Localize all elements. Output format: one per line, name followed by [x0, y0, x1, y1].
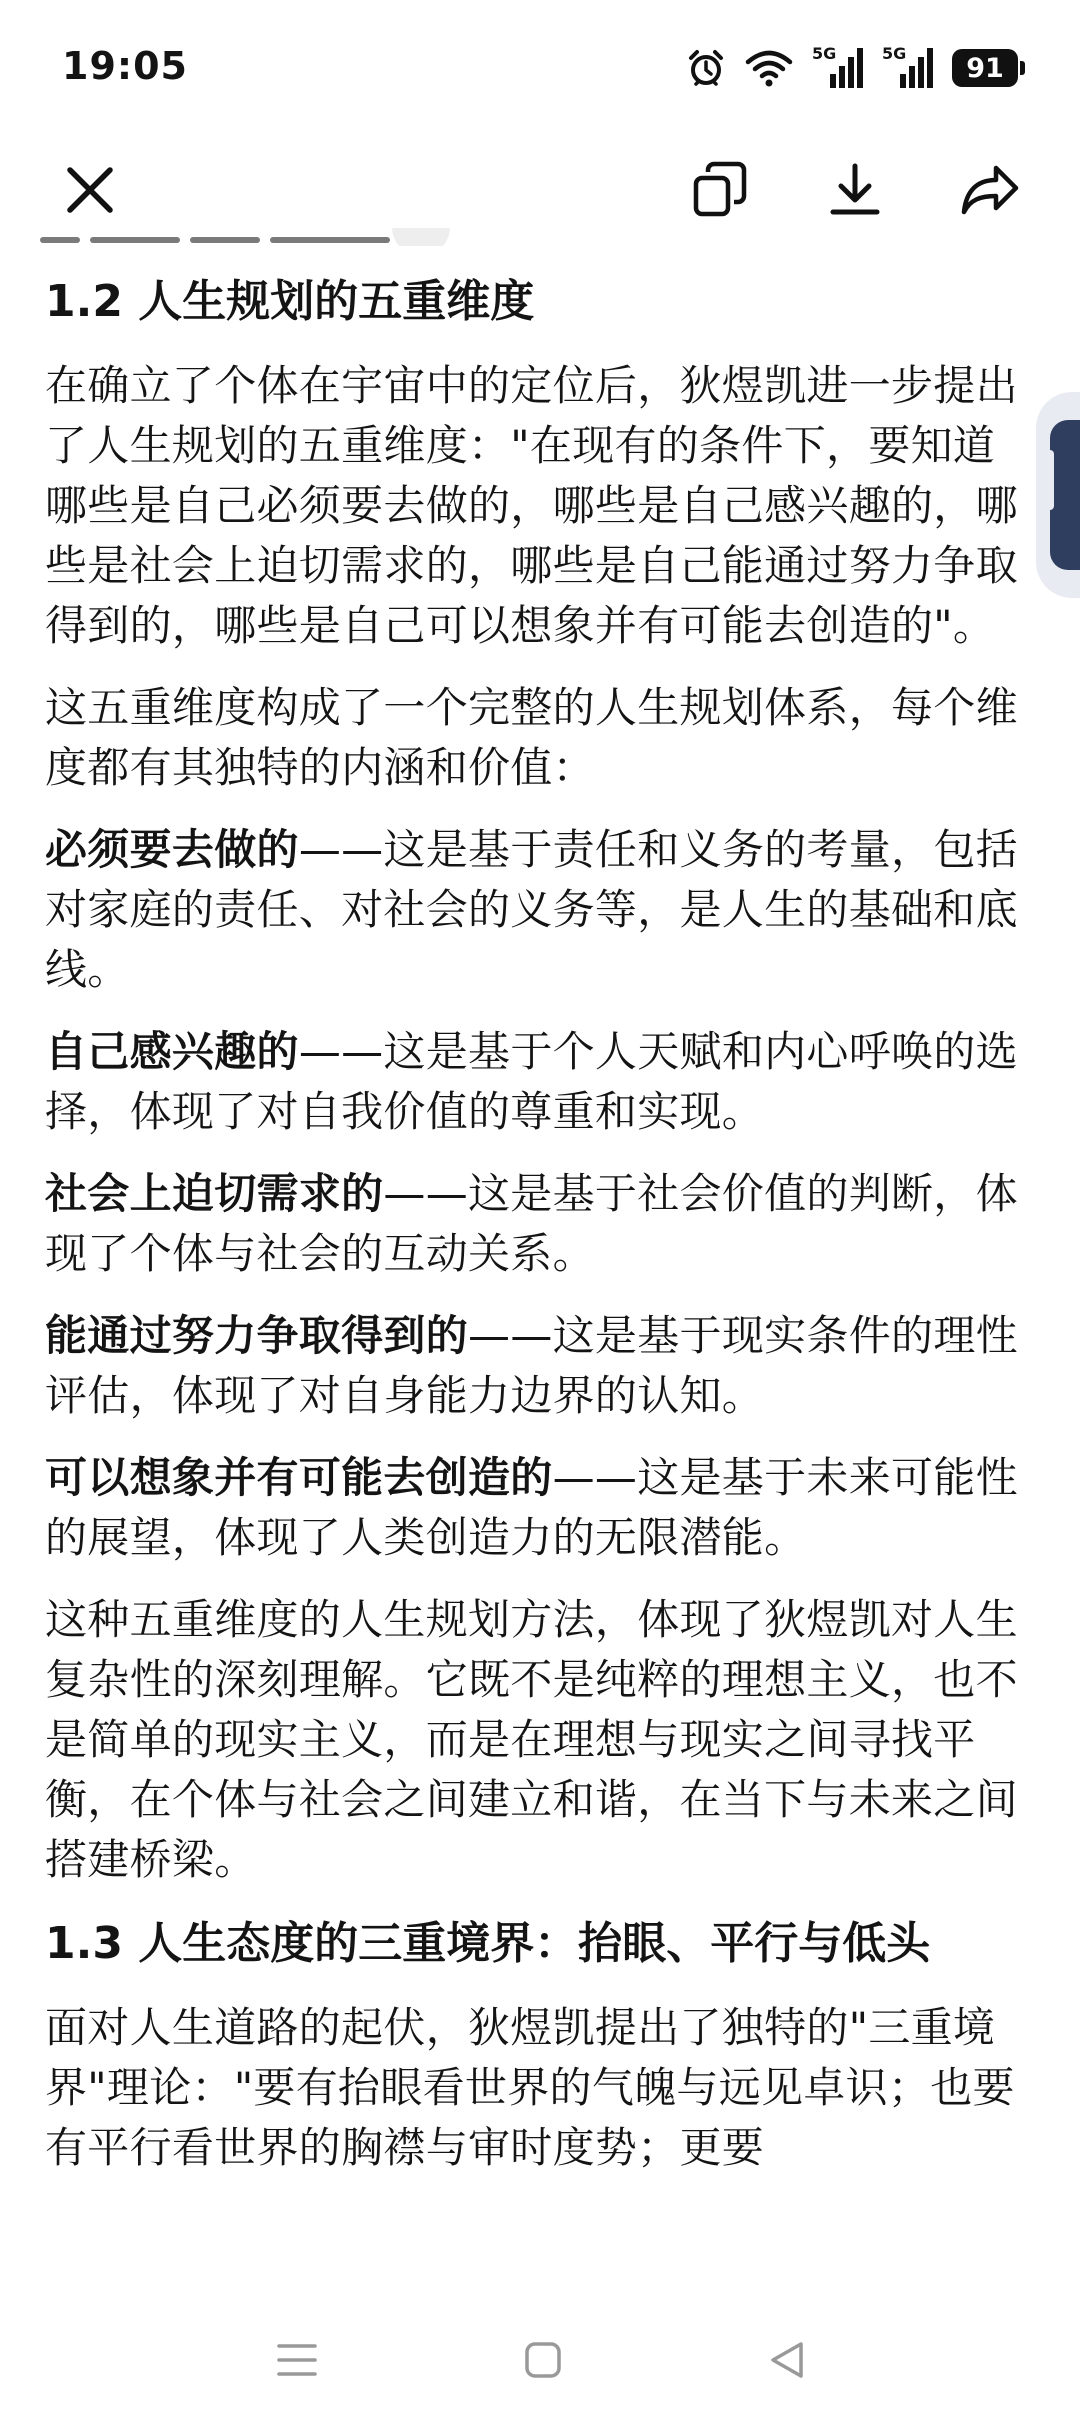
home-button[interactable]	[503, 2320, 583, 2400]
dimension-item	[45, 1448, 1035, 1568]
status-time: 19:05	[62, 44, 188, 88]
reaction-bubble	[392, 228, 450, 246]
dimension-item	[45, 1164, 1035, 1284]
paragraph-three-realms: 面对人生道路的起伏，狄煜凯提出了独特的"三重境界"理论："要有抬眼看世界的气魄与远见卓识；也要有平行看世界的胸襟与审时度势；更要	[45, 2003, 1015, 2172]
dimension-desc: ——这是基于现实条件的理性评估，体现了对自身能力边界的认知。	[45, 1311, 1018, 1420]
dimension-term: 能通过努力争取得到的	[45, 1311, 469, 1360]
grip-icon	[1046, 450, 1054, 510]
copy-icon	[690, 160, 750, 220]
share-button[interactable]	[950, 150, 1030, 230]
recent-apps-button[interactable]	[257, 2320, 337, 2400]
paragraph-intro: 在确立了个体在宇宙中的定位后，狄煜凯进一步提出了人生规划的五重维度："在现有的条件下，要知道哪些是自己必须要去做的，哪些是自己感兴趣的，哪些是社会上迫切需求的，哪些是自己能通过努力争取得到的，哪些是自己可以想象并有可能去创造的"。	[45, 361, 1018, 650]
paragraph-summary: 这五重维度构成了一个完整的人生规划体系，每个维度都有其独特的内涵和价值：	[45, 683, 1018, 792]
wifi-icon	[744, 48, 794, 88]
download-button[interactable]	[815, 150, 895, 230]
signal-tag: 5G	[882, 44, 907, 63]
share-icon	[958, 160, 1022, 220]
close-button[interactable]	[50, 150, 130, 230]
status-icons	[686, 40, 1018, 96]
menu-icon	[275, 2340, 319, 2380]
top-toolbar	[0, 140, 1080, 240]
download-icon	[825, 160, 885, 220]
signal-tag: 5G	[812, 44, 837, 63]
cut-off-text-remnant	[40, 228, 500, 246]
home-icon	[523, 2340, 563, 2380]
back-icon	[767, 2340, 807, 2380]
dimension-item	[45, 820, 1035, 1000]
alarm-icon	[686, 48, 726, 88]
dimension-item	[45, 1306, 1035, 1426]
status-bar	[0, 0, 1080, 140]
dimension-term: 必须要去做的	[45, 825, 299, 874]
dimension-term: 可以想象并有可能去创造的	[45, 1453, 553, 1502]
dimension-desc: ——这是基于社会价值的判断，体现了个体与社会的互动关系。	[45, 1169, 1018, 1278]
dimension-item	[45, 1022, 1035, 1142]
handle-body	[1050, 420, 1080, 570]
dimension-term: 自己感兴趣的	[45, 1027, 299, 1076]
section-heading-1-2: 1.2 人生规划的五重维度	[45, 276, 535, 327]
copy-button[interactable]	[680, 150, 760, 230]
close-icon	[62, 162, 118, 218]
dimension-desc: ——这是基于责任和义务的考量，包括对家庭的责任、对社会的义务等，是人生的基础和底线。	[45, 825, 1018, 994]
battery-indicator: 91	[952, 49, 1018, 87]
system-navigation-bar	[0, 2300, 1080, 2412]
dimension-term: 社会上迫切需求的	[45, 1169, 384, 1218]
paragraph-conclusion: 这种五重维度的人生规划方法，体现了狄煜凯对人生复杂性的深刻理解。它既不是纯粹的理想主义，也不是简单的现实主义，而是在理想与现实之间寻找平衡，在个体与社会之间建立和谐，在当下与未来之间搭建桥梁。	[45, 1595, 1018, 1884]
dimension-desc: ——这是基于未来可能性的展望，体现了人类创造力的无限潜能。	[45, 1453, 1018, 1562]
back-button[interactable]	[747, 2320, 827, 2400]
side-drag-handle[interactable]	[1036, 392, 1080, 598]
section-heading-1-3: 1.3 人生态度的三重境界：抬眼、平行与低头	[45, 1918, 931, 1969]
signal-icon-sim2	[882, 46, 934, 90]
signal-icon-sim1	[812, 46, 864, 90]
article-content	[45, 270, 1035, 2200]
dimension-desc: ——这是基于个人天赋和内心呼唤的选择，体现了对自我价值的尊重和实现。	[45, 1027, 1018, 1136]
